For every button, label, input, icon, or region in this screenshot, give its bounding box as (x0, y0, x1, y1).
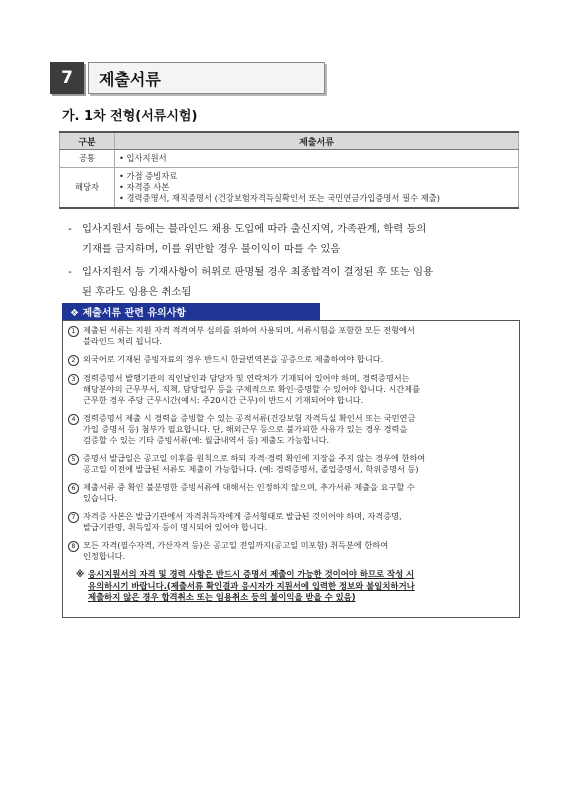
row-documents (115, 150, 519, 168)
caution-item (68, 373, 513, 406)
circled-number: 6 (68, 483, 79, 494)
caution-item (68, 453, 513, 475)
note-dash: - (68, 223, 72, 235)
table-header-row (60, 132, 519, 150)
caution-item (68, 325, 513, 347)
subheading: 가. 1차 전형(서류시험) (62, 109, 198, 124)
caution-item (68, 413, 513, 446)
caution-line: 발급기관명, 취득일자 등이 명시되어 있어야 합니다. (83, 522, 268, 532)
note-blind-hiring (68, 219, 520, 259)
note-false-statement (68, 262, 520, 302)
note-line: 입사지원서 등에는 블라인드 채용 도입에 따라 출신지역, 가족관계, 학력 등의 (82, 223, 427, 235)
caution-item (68, 354, 513, 366)
caution-line: 공고일 이전에 발급된 서류도 제출이 가능합니다. (예: 경력증명서, 졸업증명서, 학위증명서 등) (83, 464, 419, 474)
section-number: 7 (50, 62, 84, 94)
caution-item (68, 482, 513, 504)
row-category: 해당자 (60, 168, 115, 209)
caution-line: 경력증명서 제출 시 경력을 증빙할 수 있는 공적서류(건강보험 자격득실 확인서 또는 국민연금 (83, 413, 416, 423)
caution-line: 자격증 사본은 발급기관에서 자격취득자에게 증서형태로 발급된 것이어야 하며, 자격증명, (83, 511, 402, 521)
document-item: • 가점 증빙자료 (119, 171, 178, 181)
circled-number: 8 (68, 541, 79, 552)
warning-line: 응시지원서의 자격 및 경력 사항은 반드시 증명서 제출이 가능한 것이어야 하므로 작성 시 (88, 569, 415, 579)
note-line: 입사지원서 등 기재사항이 허위로 판명될 경우 최종합격이 결정된 후 또는 임용 (82, 266, 434, 278)
caution-item (68, 511, 513, 533)
caution-item (68, 540, 513, 562)
circled-number: 5 (68, 454, 79, 465)
table-row (60, 168, 519, 209)
section-title: 제출서류 (88, 62, 325, 94)
row-category: 공통 (60, 150, 115, 168)
caution-line: 블라인드 처리 됩니다. (83, 336, 162, 346)
row-documents (115, 168, 519, 209)
caution-line: 증명서 발급일은 공고일 이후를 원칙으로 하되 자격·경력 확인에 지장을 주지 않는 경우에 한하여 (83, 453, 426, 463)
caution-line: 검증할 수 있는 기타 증빙서류(예: 월급내역서 등) 제출도 가능합니다. (83, 435, 330, 445)
circled-number: 1 (68, 326, 79, 337)
caution-box (62, 320, 520, 618)
note-line: 기재를 금지하며, 이를 위반할 경우 불이익이 따를 수 있음 (82, 243, 341, 255)
circled-number: 4 (68, 414, 79, 425)
reference-mark-icon: ※ (76, 569, 85, 579)
document-item: • 입사지원서 (119, 153, 167, 163)
caution-line: 외국어로 기재된 증빙자료의 경우 반드시 한글번역본을 공증으로 제출하여야 합니다. (83, 354, 384, 364)
circled-number: 3 (68, 374, 79, 385)
section-header (50, 62, 315, 94)
circled-number: 7 (68, 512, 79, 523)
caution-line: 있습니다. (83, 493, 118, 503)
caution-line: 근무한 경우 주당 근무시간(예시: 주20시간 근무)이 반드시 기재되어야 합니다. (83, 395, 364, 405)
table-row (60, 150, 519, 168)
warning-line: 유의하시기 바랍니다.(제출서류 확인결과 응시자가 지원서에 입력한 정보와 불일치하거나 (88, 580, 415, 591)
warning-line: 제출하지 않은 경우 합격취소 또는 임용취소 등의 불이익을 받을 수 있음) (88, 592, 356, 602)
caution-title: ❖ 제출서류 관련 유의사항 (62, 303, 320, 320)
header-documents: 제출서류 (115, 132, 519, 150)
note-line: 된 후라도 임용은 취소됨 (82, 286, 192, 298)
document-item: • 경력증명서, 재직증명서 (건강보험자격득실확인서 또는 국민연금가입증명서 필수 제출) (119, 193, 441, 203)
caution-line: 제출된 서류는 지원 자격 적격여부 심의를 위하여 사용되며, 서류시험을 포함한 모든 전형에서 (83, 325, 415, 335)
caution-warning (68, 569, 513, 604)
document-item: • 자격증 사본 (119, 182, 170, 192)
documents-table (59, 131, 519, 209)
header-category: 구분 (60, 132, 115, 150)
circled-number: 2 (68, 355, 79, 366)
note-dash: - (68, 266, 72, 278)
caution-line: 가입 증명서 등) 첨부가 필요합니다. 단, 해외근무 등으로 불가피한 사유가 있는 경우 경력을 (83, 424, 408, 434)
caution-line: 해당분야의 근무부서, 직책, 담당업무 등을 구체적으로 확인·증명할 수 있어야 합니다. 시간제를 (83, 384, 420, 394)
caution-line: 경력증명서 발행기관의 직인날인과 담당자 및 연락처가 기재되어 있어야 하며, 경력증명서는 (83, 373, 410, 383)
caution-line: 인정합니다. (83, 551, 126, 561)
caution-line: 모든 자격(필수자격, 가산자격 등)은 공고일 전일까지(공고일 미포함) 취득분에 한하여 (83, 540, 389, 550)
caution-line: 제출서류 중 확인 불분명한 증빙서류에 대해서는 인정하지 않으며, 추가서류 제출을 요구할 수 (83, 482, 415, 492)
